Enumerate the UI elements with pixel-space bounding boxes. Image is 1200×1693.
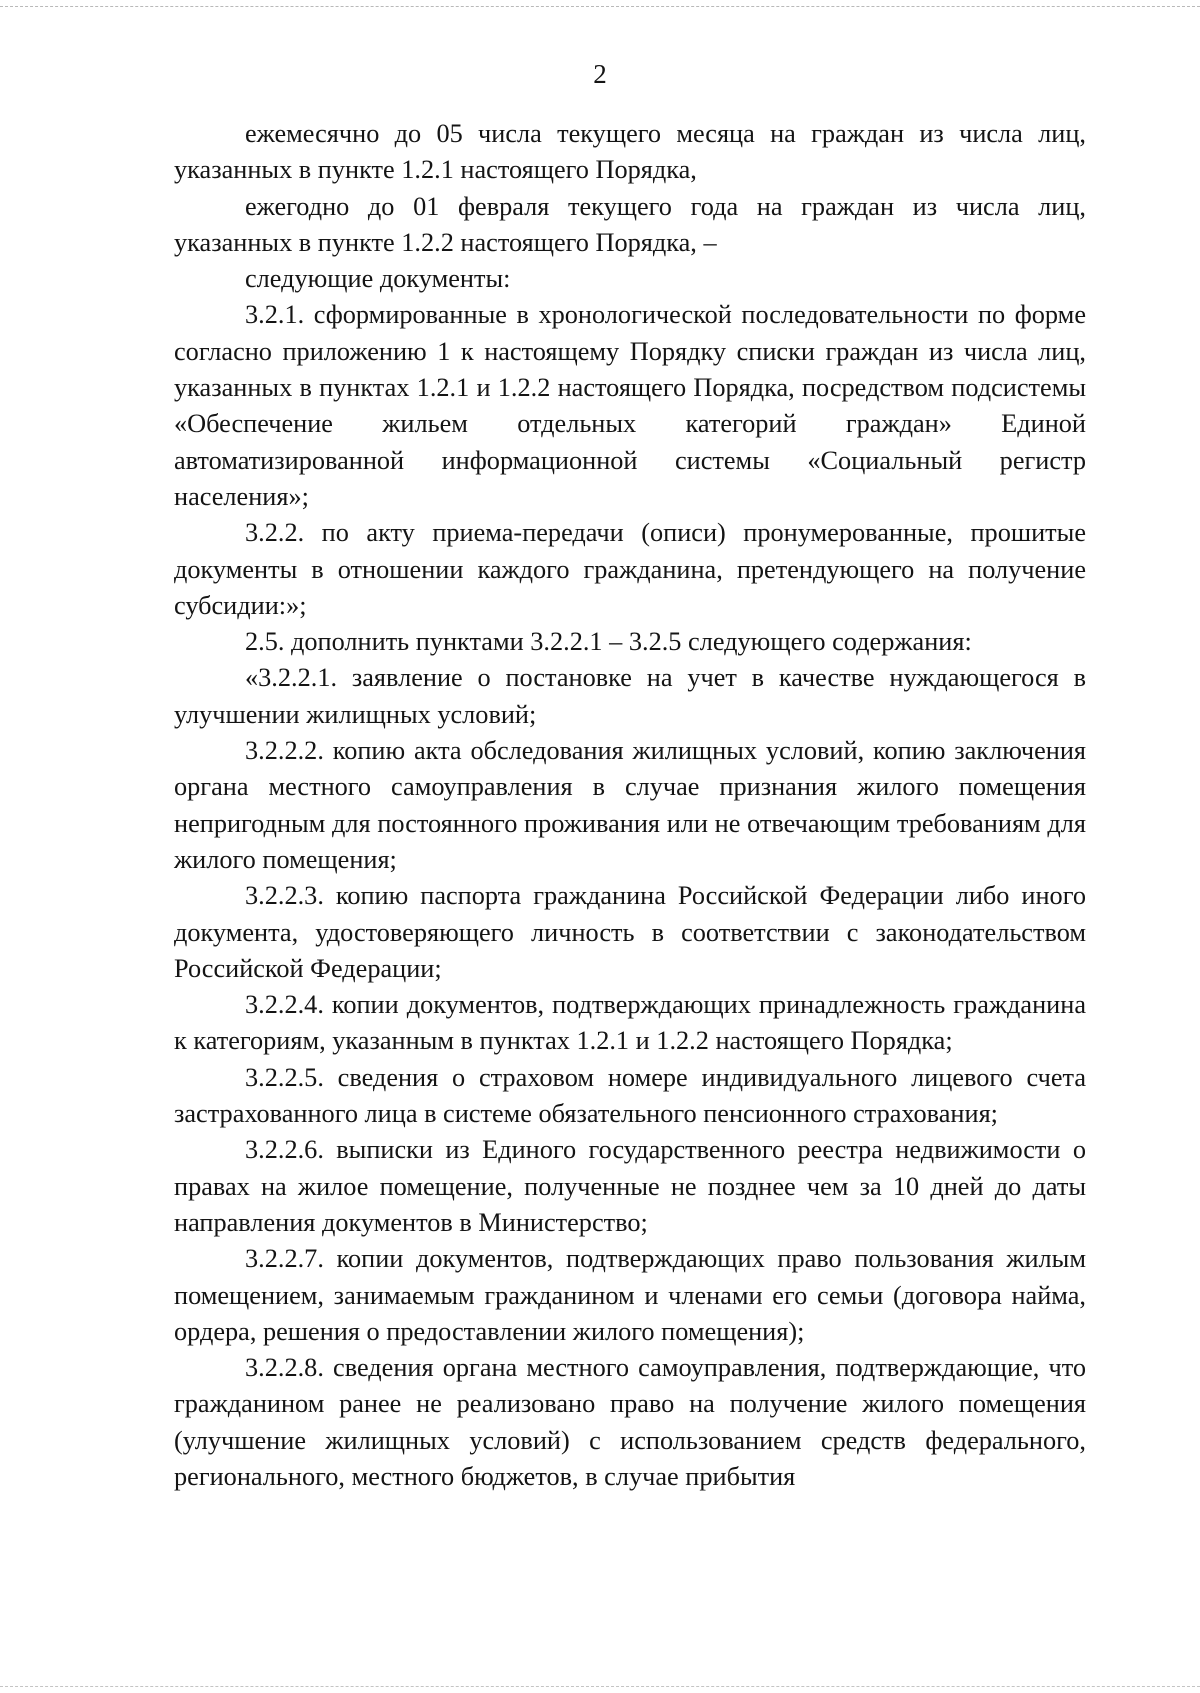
paragraph-3-2-2-8: 3.2.2.8. сведения органа местного самоуправления, подтверждающие, что гражданином ранее не реализовано право на получение жилого помещения (улучшение жилищных условий) с использованием средств федерального, регионального, местного бюджетов, в случае прибытия (174, 1353, 1086, 1491)
scan-edge-top (0, 6, 1200, 7)
paragraph-3-2-2-2: 3.2.2.2. копию акта обследования жилищных условий, копию заключения органа местного самоуправления в случае признания жилого помещения непригодным для постоянного проживания или не отвечающим требованиям для жилого помещения; (174, 736, 1086, 874)
paragraph-following-documents: следующие документы: (245, 264, 511, 294)
paragraph-2-5: 2.5. дополнить пунктами 3.2.2.1 – 3.2.5 следующего содержания: (245, 627, 972, 657)
paragraph-3-2-1: 3.2.1. сформированные в хронологической последовательности по форме согласно приложению 1 к настоящему Порядку списки граждан из числа лиц, указанных в пунктах 1.2.1 и 1.2.2 настоящего Порядка, посредством подсистемы «Обеспечение жильем отдельных категорий граждан» Единой автоматизированной информационной системы «Социальный регистр населения»; (174, 300, 1086, 511)
paragraph-3-2-2: 3.2.2. по акту приема-передачи (описи) пронумерованные, прошитые документы в отношении каждого гражданина, претендующего на получение субсидии:»; (174, 518, 1086, 620)
paragraph-3-2-2-7: 3.2.2.7. копии документов, подтверждающих право пользования жилым помещением, занимаемым гражданином и членами его семьи (договора найма, ордера, решения о предоставлении жилого помещения); (174, 1244, 1086, 1346)
paragraph-3-2-2-3: 3.2.2.3. копию паспорта гражданина Российской Федерации либо иного документа, удостоверяющего личность в соответствии с законодательством Российской Федерации; (174, 881, 1086, 983)
scan-edge-bottom (0, 1686, 1200, 1687)
paragraph-monthly-deadline: ежемесячно до 05 числа текущего месяца на граждан из числа лиц, указанных в пункте 1.2.1 настоящего Порядка, (174, 119, 1086, 185)
paragraph-annual-deadline: ежегодно до 01 февраля текущего года на граждан из числа лиц, указанных в пункте 1.2.2 настоящего Порядка, – (174, 191, 1086, 257)
page-number: 2 (593, 59, 607, 89)
paragraph-3-2-2-1: «3.2.2.1. заявление о постановке на учет в качестве нуждающегося в улучшении жилищных условий; (174, 663, 1086, 729)
paragraph-3-2-2-6: 3.2.2.6. выписки из Единого государственного реестра недвижимости о правах на жилое помещение, полученные не позднее чем за 10 дней до даты направления документов в Министерство; (174, 1135, 1086, 1237)
paragraph-3-2-2-5: 3.2.2.5. сведения о страховом номере индивидуального лицевого счета застрахованного лица в системе обязательного пенсионного страхования; (174, 1062, 1086, 1129)
document-body (174, 116, 1086, 1495)
paragraph-3-2-2-4: 3.2.2.4. копии документов, подтверждающих принадлежность гражданина к категориям, указанным в пунктах 1.2.1 и 1.2.2 настоящего Порядка; (174, 990, 1086, 1056)
